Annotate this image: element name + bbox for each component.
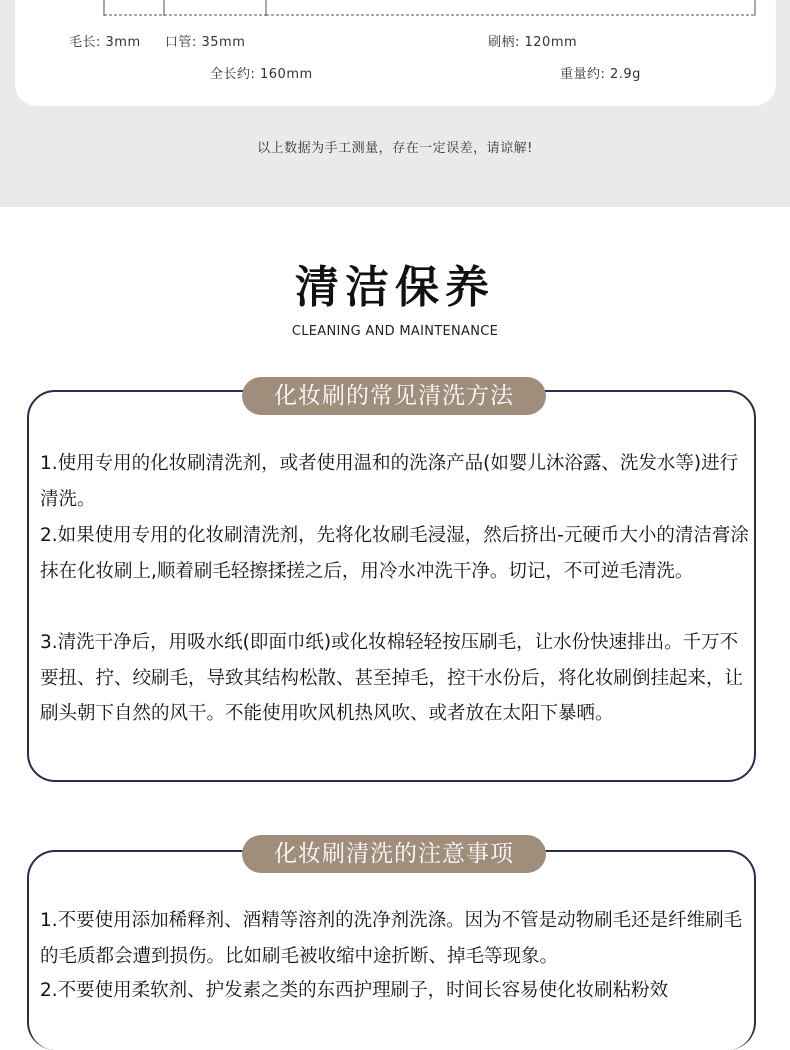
measurement-note: 以上数据为手工测量，存在一定误差，请谅解!	[257, 141, 533, 156]
dimension-lines	[0, 0, 790, 30]
methods-item-3: 3.清洗干净后，用吸水纸(即面巾纸)或化妆棉轻轻按压刷毛，让水份快速排出。千万不要扭、拧、绞刷毛，导致其结构松散、甚至掉毛，控干水份后，将化妆刷倒挂起来，让刷头朝下自然的风干。不能使用吹风机热风吹、或者放在太阳下暴晒。	[40, 632, 744, 725]
ferrule-spec: 口管: 35mm	[165, 35, 246, 50]
total-length-spec: 全长约: 160mm	[210, 67, 313, 82]
methods-item-1: 1.使用专用的化妆刷清洗剂，或者使用温和的洗涤产品(如婴儿沐浴露、洗发水等)进行清洗。	[40, 453, 739, 510]
handle-spec: 刷柄: 120mm	[488, 35, 578, 50]
weight-spec: 重量约: 2.9g	[560, 67, 641, 82]
bristle-length-spec: 毛长: 3mm	[69, 35, 141, 50]
precautions-heading: 化妆刷清洗的注意事项	[242, 835, 546, 873]
section-title: 清洁保养	[295, 262, 495, 313]
methods-item-2: 2.如果使用专用的化妆刷清洗剂，先将化妆刷毛浸湿，然后挤出-元硬币大小的清洁膏涂抹在化妆刷上,顺着刷毛轻擦揉搓之后，用冷水冲洗干净。切记，不可逆毛清洗。	[40, 525, 749, 582]
precautions-item-2: 2.不要使用柔软剂、护发素之类的东西护理刷子，时间长容易使化妆刷粘粉效	[40, 980, 669, 1001]
precautions-item-1: 1.不要使用添加稀释剂、酒精等溶剂的洗净剂洗涤。因为不管是动物刷毛还是纤维刷毛的毛质都会遭到损伤。比如刷毛被收缩中途折断、掉毛等现象。	[40, 910, 743, 967]
methods-heading: 化妆刷的常见清洗方法	[242, 377, 546, 415]
section-subtitle: CLEANING AND MAINTENANCE	[291, 324, 499, 339]
